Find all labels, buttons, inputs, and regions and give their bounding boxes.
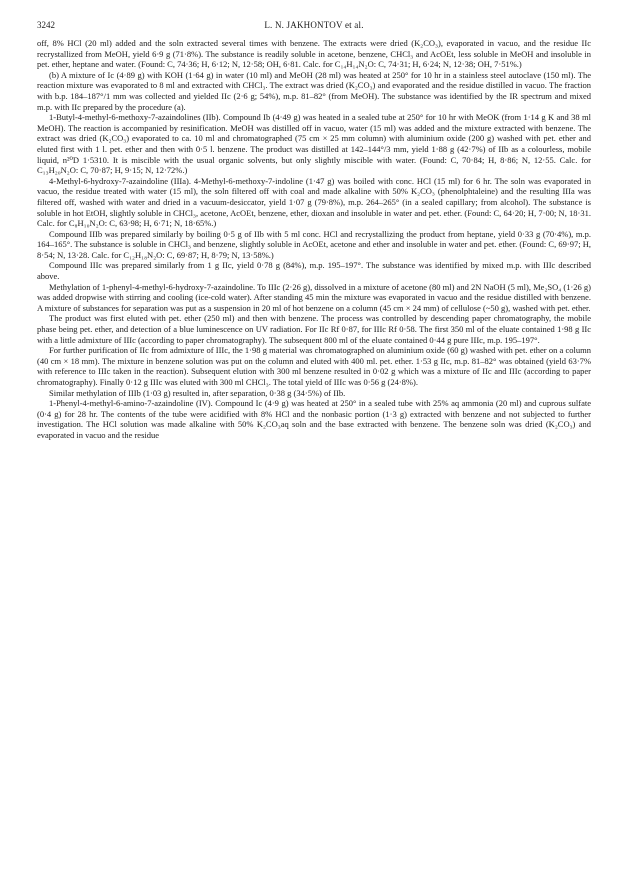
paragraph-methylation: Methylation of 1-phenyl-4-methyl-6-hydroxy-7-azaindoline. To IIIc (2·26 g), dissolved in a mixture of acetone (80 ml) and 2N NaOH (5 ml), Me₂SO₄ (1·26 g) was added dropwise with stirring and cooling (ice-cold water). After standing 45 min the mixture was evaporated in vacuo and the residue distilled with benzene. A mixture of substances for separation was put as a suspension in 20 ml of hot benzene on a column (45 cm × 24 mm) of cellulose (~50 g), washed with pet. ether.	[37, 281, 591, 313]
paragraph-similar-methylation: Similar methylation of IIIb (1·03 g) resulted in, after separation, 0·38 g (34·5%) of IIb.	[49, 387, 346, 398]
paragraph-compound-iv: 1-Phenyl-4-methyl-6-amino-7-azaindoline (IV). Compound Ic (4·9 g) was heated at 250° in a sealed tube with 25% aq ammonia (20 ml) and cuprous sulfate (0·4 g) for 28 hr. The contents of the tube were acidified with 8% HCl and the nonbasic portion (1·3 g) extracted with benzene and not subjected to further investigation. The HCl solution was made alkaline with 50% K₂CO₃aq soln and the base extracted with benzene. The benzene soln was dried (K₂CO₃) and evaporated in vacuo and the residue	[37, 398, 591, 440]
paragraph-elution: The product was first eluted with pet. ether (250 ml) and then with benzene. The process was controlled by descending paper chromatography, the mobile phase being pet. ether, and detection of a blue luminescence on UV radiation. For IIc Rf 0·87, for IIIc Rf 0·58. The first 350 ml of the eluate contained 1·98 g IIc with a little admixture of IIIc (according to paper chromatography). The subsequent 800 ml of the eluate contained 0·44 g pure IIIc, m.p. 195–197°.	[37, 313, 591, 345]
paragraph-purification: For further purification of IIc from admixture of IIIc, the 1·98 g material was chromatographed on aluminium oxide (60 g) washed with pet. ether on a column (40 cm × 18 mm). The mixture in benzene solution was put on the column and eluted with 400 ml. pet. ether. 1·53 g IIc, m.p. 81–82° was obtained (yield 63·7% with reference to IIIc taken in the reaction). Subsequent elution with 300 ml benzene resulted in 0·02 g which was a mixture of IIc and IIIc (according to paper chromatography). Finally 0·12 g IIIc was eluted with 300 ml CHCl₃. The total yield of IIIc was 0·56 g (24·8%).	[37, 345, 591, 387]
page-number: 3242	[37, 20, 55, 30]
paragraph-procedure-b: (b) A mixture of Ic (4·89 g) with KOH (1·64 g) in water (10 ml) and MeOH (28 ml) was heated at 250° for 10 hr in a stainless steel autoclave (150 ml). The reaction mixture was evaporated to 8 ml and extracted with CHCl₃. The extract was dried (K₂CO₃) and evaporated and the residue distilled in vacuo. The fraction with b.p. 184–187°/1 mm was collected and yielded IIc (2·6 g; 54%), m.p. 81–82° (from MeOH). The substance was identified by the IR spectrum and mixed m.p. with IIc prepared by the procedure (a).	[37, 69, 591, 112]
paragraph-continuation: off, 8% HCl (20 ml) added and the soln extracted several times with benzene. The extracts were dried (K₂CO₃), evaporated in vacuo, and the residue IIc recrystallized from MeOH, yield 6·9 g (71·8%). The substance is readily soluble in acetone, benzene, CHCl₃ and AcOEt, less soluble in MeOH and insoluble in pet. ether, heptane and water. (Found: C, 74·36; H, 6·12; N, 12·58; OH, 6·81. Calc. for C₁₄H₁₄N₂O: C, 74·31; H, 6·24; N, 12·38; OH, 7·51%.)	[37, 38, 591, 70]
running-title: L. N. JAKHONTOV et al.	[264, 20, 364, 30]
paragraph-compound-iiib: Compound IIIb was prepared similarly by boiling 0·5 g of IIb with 5 ml conc. HCl and recrystallizing the product from heptane, yield 0·33 g (70·4%), m.p. 164–165°. The substance is soluble in CHCl₃ and benzene, slightly soluble in AcOEt, acetone and ether and insoluble in water and pet. ether. (Found: C, 69·97; H, 8·54; N, 13·28. Calc. for C₁₂H₁₈N₂O: C, 69·87; H, 8·79; N, 13·58%.)	[37, 228, 591, 260]
article-body	[37, 38, 591, 441]
paragraph-compound-iib: 1-Butyl-4-methyl-6-methoxy-7-azaindolines (IIb). Compound Ib (4·49 g) was heated in a sealed tube at 250° for 10 hr with MeOK (from 1·14 g K and 38 ml MeOH). The reaction is accompanied by resinification. MeOH was distilled off in vacuo, water (15 ml) was added and the mixture extracted with benzene. The extract was dried (K₂CO₃) evaporated to ca. 10 ml and chromatographed (75 cm × 25 mm column) with aluminium oxide (200 g) washed with pet. ether and eluted first with 1 l. pet. ether and then with 0·5 l. benzene. The product was distilled at 142–144°/3 mm, yield 1·88 g (42·7%) of IIb as a colourless, mobile liquid, n²⁰D 1·5310. It is miscible with the usual organic solvents, but only slightly miscible with water. (Found: C, 70·84; H, 8·86; N, 12·55. Calc. for C₁₃H₂₀N₂O: C, 70·87; H, 9·15; N, 12·72%.)	[37, 112, 591, 176]
paragraph-compound-iiic: Compound IIIc was prepared similarly from 1 g IIc, yield 0·78 g (84%), m.p. 195–197°. The substance was identified by mixed m.p. with IIIc described above.	[37, 260, 591, 282]
paragraph-compound-iiia: 4-Methyl-6-hydroxy-7-azaindoline (IIIa). 4-Methyl-6-methoxy-7-indoline (1·47 g) was boiled with conc. HCl (15 ml) for 6 hr. The soln was evaporated in vacuo, the residue treated with water (15 ml), the soln filtered off with coal and made alkaline with 50% K₂CO₃ (phenolphtaleine) and the resulting IIIa was filtered off, washed with water and dried in a vacuum-desiccator, yield 1·07 g (79·8%), m.p. 264–265° (in a sealed capillary; from alcohol). The substance is soluble in hot EtOH, slightly soluble in CHCl₃, acetone, AcOEt, benzene, ether, dioxan and insoluble in water and pet. ether. (Found: C, 64·20; H, 7·00; N, 18·31. Calc. for C₈H₁₀N₂O: C, 63·98; H, 6·71; N, 18·65%.)	[37, 175, 591, 229]
page-header	[37, 20, 591, 38]
